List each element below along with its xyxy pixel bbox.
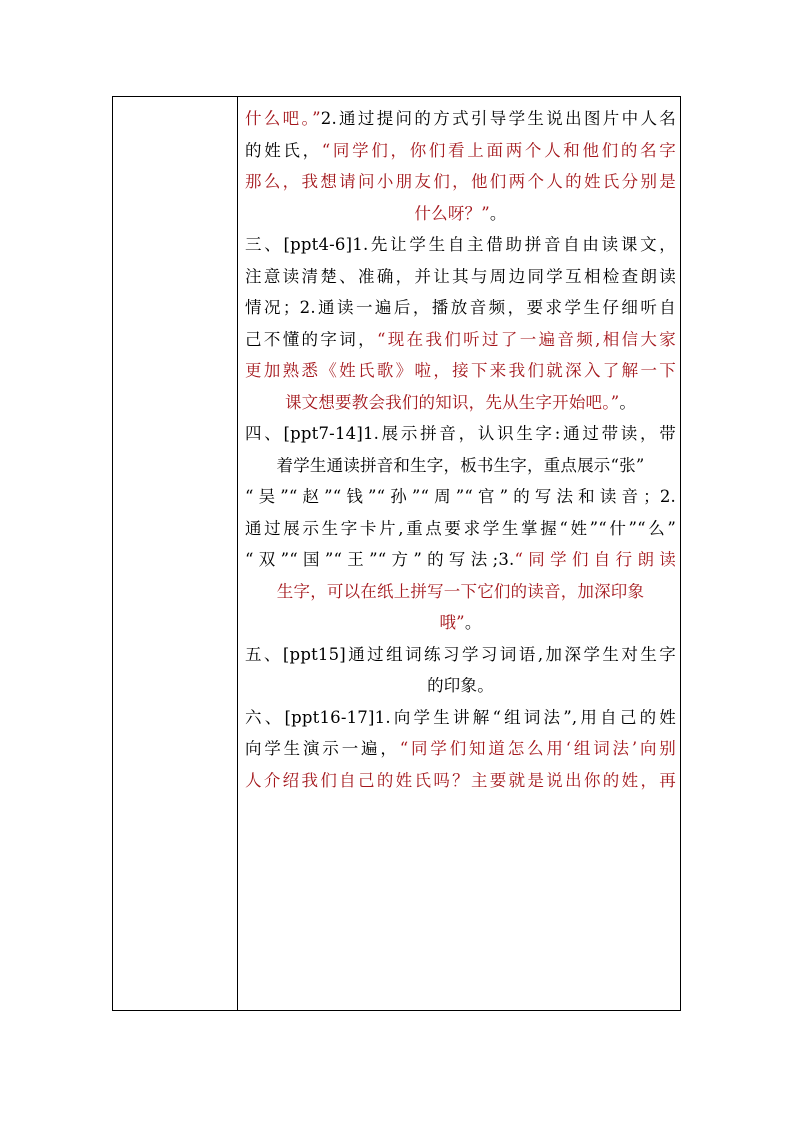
text-line [245,607,676,639]
text-line [245,198,676,230]
teacher-quote-text: “同学们知道怎么用‘组词法’向别 [399,739,676,758]
instruction-text: 的印象。 [427,676,494,695]
text-line [245,513,676,545]
instruction-text: 。 [464,613,482,632]
teacher-quote-text: 什么吧。” [245,109,321,128]
teacher-quote-text: 课文想要教会我们的知识，先从生字开始吧。” [284,392,620,412]
text-line [245,544,676,576]
instruction-text: 己不懂的字词， [245,329,377,349]
text-line [245,765,676,797]
text-line [245,324,676,356]
text-line [245,135,676,167]
text-line [245,481,676,513]
instruction-text: 三、[ppt4-6]1.先让学生自主借助拼音自由读课文， [245,235,676,254]
teacher-quote-text: “现在我们听过了一遍音频,相信大家 [376,329,676,349]
text-line [245,576,676,608]
text-line [245,702,676,734]
text-line [245,261,676,293]
instruction-text: 。 [619,392,637,412]
text-line [245,355,676,387]
instruction-text: 着学生通读拼音和生字，板书生字，重点展示“张” [276,455,645,475]
instruction-text: “双”“国”“王”“方”的写法;3. [245,550,515,569]
table-left-cell [113,97,238,1010]
instruction-text: 注意读清楚、准确，并让其与周边同学互相检查朗读 [245,266,676,286]
instruction-text: 通过展示生字卡片,重点要求学生掌握“姓”“什”“么” [245,518,676,538]
table-content-cell [238,97,680,1010]
text-line [245,670,676,702]
teacher-quote-text: 更加熟悉《姓氏歌》啦，接下来我们就深入了解一下 [245,361,676,380]
instruction-text: 五、[ppt15]通过组词练习学习词语,加深学生对生字 [245,644,676,664]
instruction-text: 2.通过提问的方式引导学生说出图片中人名 [320,109,676,128]
instruction-text: “吴”“赵”“钱”“孙”“周”“官”的写法和读音；2. [245,487,676,506]
teacher-quote-text: “同学们，你们看上面两个人和他们的名字 [321,140,676,160]
text-line [245,418,676,450]
instruction-text: 的姓氏， [245,140,322,160]
text-line [245,387,676,419]
instruction-text: 六、[ppt16-17]1.向学生讲解“组词法”,用自己的姓 [245,707,676,727]
teacher-quote-text: 人介绍我们自己的姓氏吗？主要就是说出你的姓，再 [245,770,676,790]
text-line [245,733,676,765]
instruction-text: 四、[ppt7-14]1.展示拼音，认识生字:通过带读，带 [245,424,676,443]
instruction-text: 向学生演示一遍， [245,739,400,758]
instruction-text: 情况；2.通读一遍后，播放音频，要求学生仔细听自 [245,298,676,317]
text-line [245,103,676,135]
text-line [245,450,676,482]
text-line [245,166,676,198]
text-line [245,639,676,671]
teacher-quote-text: 哦” [439,613,465,632]
teacher-quote-text: 什么呀？” [414,203,490,223]
lesson-plan-table [112,96,681,1011]
text-line [245,229,676,261]
text-line [245,292,676,324]
instruction-text: 。 [489,203,507,223]
teacher-quote-text: 生字，可以在纸上拼写一下它们的读音，加深印象 [276,581,645,601]
teacher-quote-text: “同学们自行朗读 [514,550,676,569]
teacher-quote-text: 那么，我想请问小朋友们，他们两个人的姓氏分别是 [245,172,676,191]
